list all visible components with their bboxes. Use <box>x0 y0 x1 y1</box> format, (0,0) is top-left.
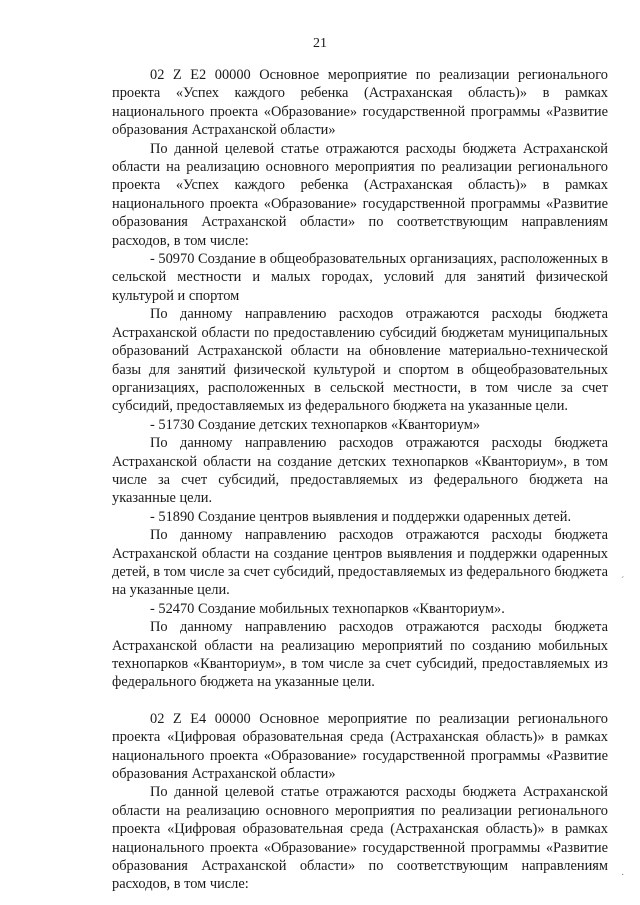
paragraph: По данной целевой статье отражаются расходы бюджета Астраханской области на реализацию основного мероприятия по реализации регионального проекта «Успех каждого ребенка (Астраханская область)» в рамках национального проекта «Образование» государственной программы «Развитие образования Астраханской области» по соответствующим направлениям расходов, в том числе: <box>112 140 608 249</box>
expense-item-50970: - 50970 Создание в общеобразовательных организациях, расположенных в сельской местности и малых городах, условий для занятий физической культурой и спортом <box>112 251 608 304</box>
section-heading-e2: 02 Z E2 00000 Основное мероприятие по реализации регионального проекта «Успех каждого ребенка (Астраханская область)» в рамках национального проекта «Образование» государственной программы «Развитие образования Астраханской области» <box>112 67 608 139</box>
scan-speck: ´ <box>621 576 625 587</box>
paragraph: По данному направлению расходов отражаются расходы бюджета Астраханской области по предоставлению субсидий бюджетам муниципальных образований Астраханской области на обновление материально-технической базы для занятий физической культурой и спортом в общеобразовательных организациях, расположенных в сельской местности, в том числе за счет субсидий, предоставляемых из федерального бюджета на указанные цели. <box>112 306 608 415</box>
section-heading-e4: 02 Z E4 00000 Основное мероприятие по реализации регионального проекта «Цифровая образовательная среда (Астраханская область)» в рамках национального проекта «Образование» государственной программы «Развитие образования Астраханской области» <box>112 710 608 783</box>
paragraph: По данному направлению расходов отражаются расходы бюджета Астраханской области на реализацию мероприятий по созданию мобильных технопарков «Кванториум», в том числе за счет субсидий, предоставляемых из федерального бюджета на указанные цели. <box>112 619 608 691</box>
expense-item-51730: - 51730 Создание детских технопарков «Кванториум» <box>150 416 481 433</box>
scan-speck: · <box>621 870 625 881</box>
paragraph: По данному направлению расходов отражаются расходы бюджета Астраханской области на создание центров выявления и поддержки одаренных детей, в том числе за счет субсидий, предоставляемых из федерального бюджета на указанные цели. <box>112 527 608 599</box>
expense-item-51890: - 51890 Создание центров выявления и поддержки одаренных детей. <box>150 508 572 525</box>
paragraph: По данному направлению расходов отражаются расходы бюджета Астраханской области на создание детских технопарков «Кванториум», в том числе за счет субсидий, предоставляемых из федерального бюджета на указанные цели. <box>112 435 608 507</box>
document-body <box>112 66 608 894</box>
expense-item-52470: - 52470 Создание мобильных технопарков «Кванториум». <box>150 600 505 617</box>
paragraph: По данной целевой статье отражаются расходы бюджета Астраханской области на реализацию основного мероприятия по реализации регионального проекта «Цифровая образовательная среда (Астраханская область)» в рамках национального проекта «Образование» государственной программы «Развитие образования Астраханской области» по соответствующим направлениям расходов, в том числе: <box>112 784 608 893</box>
page-number: 21 <box>313 36 327 51</box>
